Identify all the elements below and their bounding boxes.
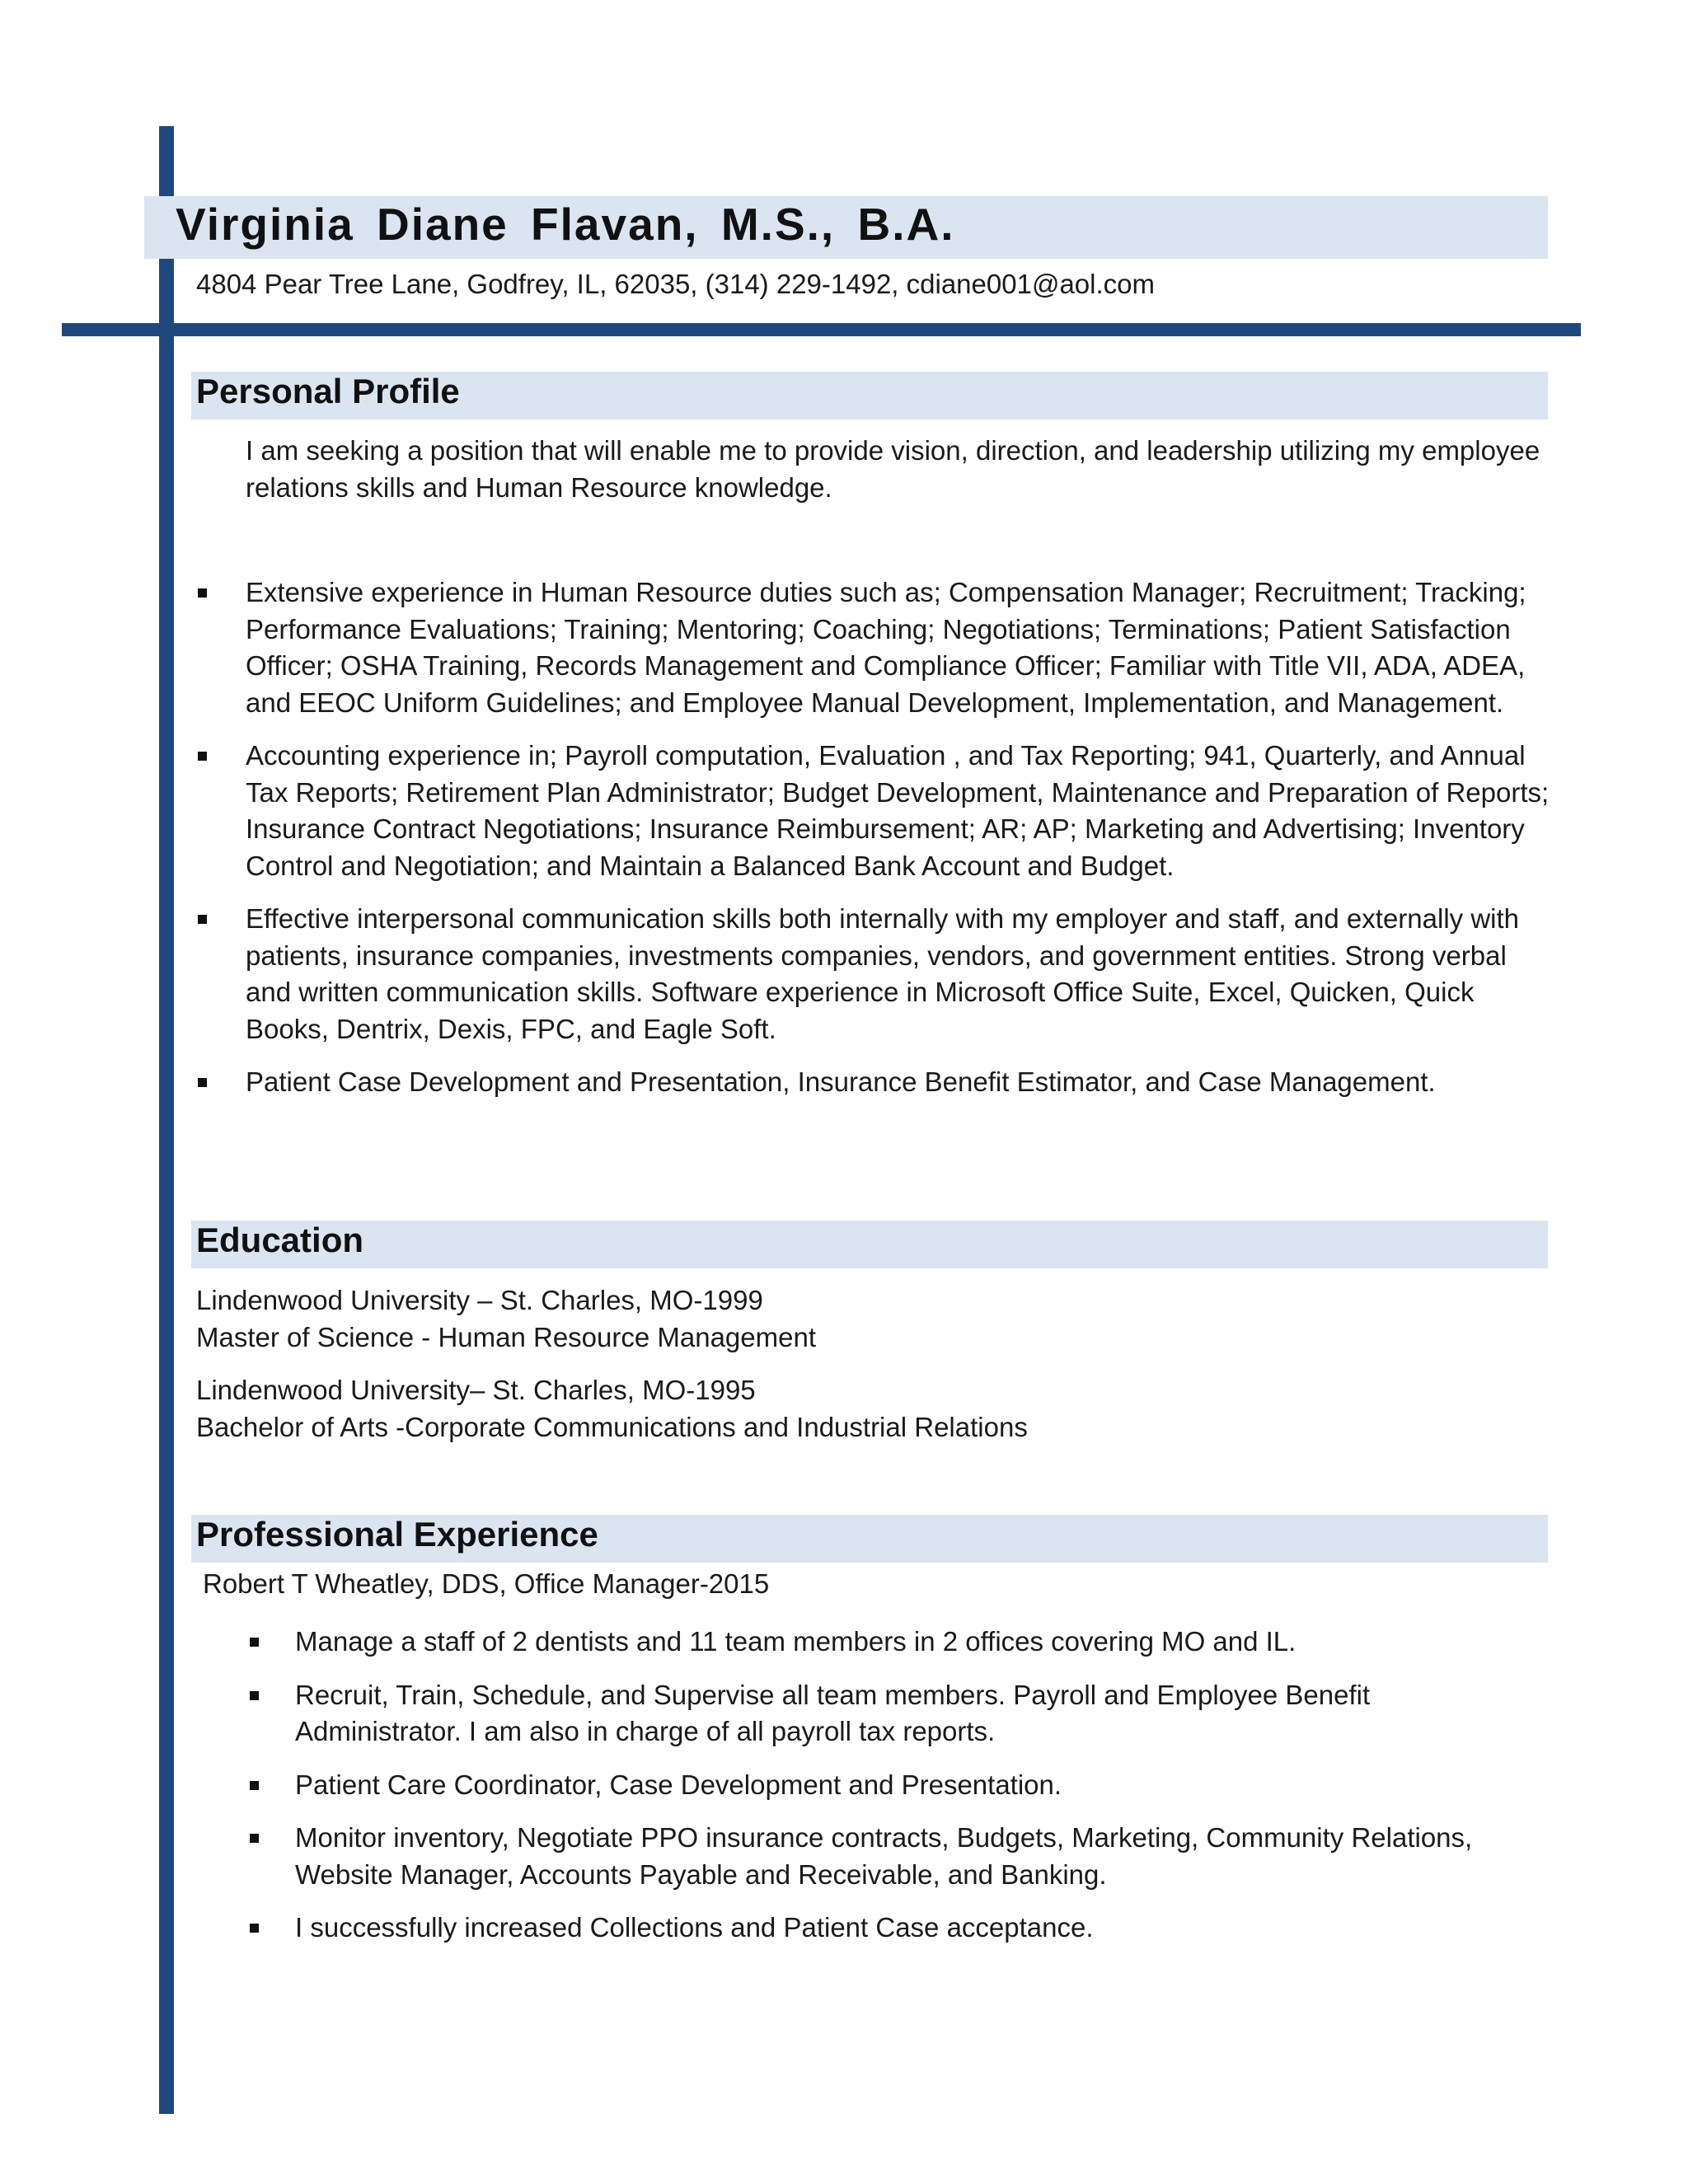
profile-bullet-text: Patient Case Development and Presentation, Insurance Benefit Estimator, and Case Management. bbox=[246, 1066, 1436, 1097]
square-bullet-icon bbox=[250, 1781, 259, 1790]
education-section-title: Education bbox=[196, 1221, 364, 1259]
experience-bullet-text: Recruit, Train, Schedule, and Supervise all team members. Payroll and Employee Benefit Administrator. I am also in charge of all payroll tax reports. bbox=[295, 1679, 1371, 1746]
education-entry bbox=[196, 1282, 816, 1356]
experience-bullet-text: Manage a staff of 2 dentists and 11 team members in 2 offices covering MO and IL. bbox=[295, 1626, 1296, 1657]
profile-summary: I am seeking a position that will enable me to provide vision, direction, and leadership utilizing my employee relations skills and Human Resource knowledge. bbox=[246, 435, 1540, 503]
list-item bbox=[295, 1767, 1540, 1804]
square-bullet-icon bbox=[198, 752, 207, 761]
experience-bullet-text: Monitor inventory, Negotiate PPO insurance contracts, Budgets, Marketing, Community Relations, Website Manager, Accounts Payable and Receivable, and Banking. bbox=[295, 1822, 1473, 1890]
profile-bullet-text: Accounting experience in; Payroll computation, Evaluation , and Tax Reporting; 941, Quarterly, and Annual Tax Reports; Retirement Plan Administrator; Budget Development, Maintenance and Preparation of Reports; Insurance Contract Negotiations; Insurance Reimbursement; AR; AP; Marketing and Advertising; Inventory Control and Negotiation; and Maintain a Balanced Bank Account and Budget. bbox=[246, 740, 1550, 881]
profile-section-title: Personal Profile bbox=[196, 372, 460, 410]
education-degree: Master of Science - Human Resource Management bbox=[196, 1322, 817, 1352]
contact-info: 4804 Pear Tree Lane, Godfrey, IL, 62035, (314) 229-1492, cdiane001@aol.com bbox=[196, 269, 1155, 299]
experience-bullet-list bbox=[295, 1624, 1540, 1947]
square-bullet-icon bbox=[198, 588, 207, 598]
square-bullet-icon bbox=[198, 915, 207, 924]
list-item bbox=[295, 1677, 1540, 1750]
left-accent-bar bbox=[159, 126, 174, 2114]
education-degree: Bachelor of Arts -Corporate Communications and Industrial Relations bbox=[196, 1412, 1028, 1442]
list-item bbox=[246, 738, 1552, 884]
profile-bullet-list bbox=[246, 574, 1552, 1101]
candidate-name: Virginia Diane Flavan, M.S., B.A. bbox=[176, 199, 955, 250]
square-bullet-icon bbox=[250, 1834, 259, 1843]
list-item bbox=[295, 1820, 1540, 1893]
education-section-band bbox=[191, 1221, 1548, 1268]
list-item bbox=[246, 574, 1552, 721]
education-school: Lindenwood University– St. Charles, MO-1995 bbox=[196, 1375, 756, 1405]
experience-bullet-text: Patient Care Coordinator, Case Development and Presentation. bbox=[295, 1769, 1062, 1800]
square-bullet-icon bbox=[198, 1078, 207, 1087]
job-title: Robert T Wheatley, DDS, Office Manager-2015 bbox=[203, 1568, 770, 1599]
list-item bbox=[295, 1910, 1540, 1947]
square-bullet-icon bbox=[250, 1638, 259, 1647]
profile-bullet-text: Extensive experience in Human Resource duties such as; Compensation Manager; Recruitment; Tracking; Performance Evaluations; Training; Mentoring; Coaching; Negotiations; Terminations; Patient Satisfaction Officer; OSHA Training, Records Management and Compliance Officer; Familiar with Title VII, ADA, ADEA, and EEOC Uniform Guidelines; and Employee Manual Development, Implementation, and Management. bbox=[246, 577, 1526, 718]
experience-bullet-text: I successfully increased Collections and Patient Case acceptance. bbox=[295, 1912, 1094, 1943]
header-divider-bar bbox=[62, 323, 1581, 336]
square-bullet-icon bbox=[250, 1924, 259, 1933]
education-entry bbox=[196, 1371, 1028, 1446]
profile-bullet-text: Effective interpersonal communication skills both internally with my employer and staff, and externally with patients, insurance companies, investments companies, vendors, and government entities. Strong verbal and written communication skills. Software experience in Microsoft Office Suite, Excel, Quicken, Quick Books, Dentrix, Dexis, FPC, and Eagle Soft. bbox=[246, 903, 1520, 1044]
list-item bbox=[295, 1624, 1540, 1661]
list-item bbox=[246, 1064, 1552, 1101]
experience-section-title: Professional Experience bbox=[196, 1515, 598, 1554]
list-item bbox=[246, 901, 1552, 1047]
square-bullet-icon bbox=[250, 1691, 259, 1700]
education-school: Lindenwood University – St. Charles, MO-1999 bbox=[196, 1285, 763, 1315]
